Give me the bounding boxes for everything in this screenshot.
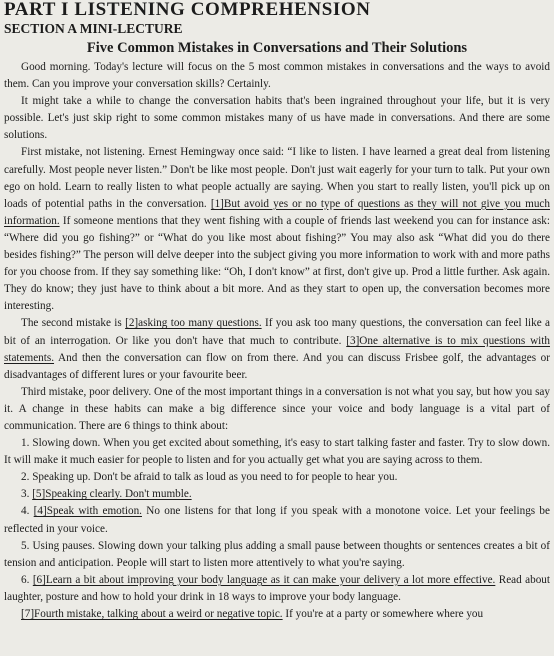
list-item bbox=[4, 435, 550, 469]
paragraph-text: Third mistake, poor delivery. One of the most important things in a conversation is not what you say, but how you say it. A change in these habits can make a big difference since your voice and body language is a vital part of communication. There are 6 things to think about: bbox=[4, 385, 550, 432]
underlined-answer-2: [2]asking too many questions. bbox=[125, 317, 262, 330]
paragraph-third-mistake bbox=[4, 384, 550, 435]
list-item-underlined: [6]Learn a bit about improving your body language as it can make your delivery a lot more effective. bbox=[32, 573, 496, 586]
list-item-underlined: [4]Speak with emotion. bbox=[33, 505, 142, 518]
list-item-text: 2. Speaking up. Don't be afraid to talk as loud as you need to for people to hear you. bbox=[21, 471, 398, 484]
section-title: SECTION A MINI-LECTURE bbox=[4, 21, 183, 36]
paragraph-second-mistake bbox=[4, 315, 550, 383]
paragraph-first-mistake bbox=[4, 144, 550, 315]
list-item-underlined: [7]Fourth mistake, talking about a weird or negative topic. bbox=[21, 608, 283, 620]
list-item-text: 3. bbox=[21, 488, 33, 501]
list-item bbox=[4, 572, 550, 606]
paragraph-intro bbox=[4, 59, 550, 93]
list-item-text: 5. Using pauses. Slowing down your talking plus adding a small pause between thoughts or sentences creates a bit of tension and anticipation. People will start to listen more attentively to what you're saying. bbox=[4, 539, 550, 569]
list-item-text: 6. bbox=[21, 573, 33, 586]
paragraph-text: Good morning. Today's lecture will focus on the 5 most common mistakes in conversations and the ways to avoid them. Can you improve your conversation skills? Certainly. bbox=[4, 61, 550, 91]
paragraph-habits bbox=[4, 93, 550, 144]
list-item bbox=[4, 486, 550, 503]
list-item-text: 1. Slowing down. When you get excited about something, it's easy to start talking faster and faster. Try to slow down. It will make it much easier for people to listen and for you actually get what you are saying across to them. bbox=[4, 437, 550, 467]
underlined-answer-3: [3]One alternative is to mix questions with statements. bbox=[4, 334, 550, 364]
lecture-title: Five Common Mistakes in Conversations and Their Solutions bbox=[86, 40, 468, 56]
list-item-text: If you're at a party or somewhere where you bbox=[282, 608, 484, 620]
paragraph-text: The second mistake is bbox=[21, 317, 126, 330]
list-item-underlined: [5]Speaking clearly. Don't mumble. bbox=[32, 488, 192, 501]
paragraph-text: If you ask too many questions, the conversation can feel like a bit of an interrogation. Or like you don't have that much to contribute. bbox=[4, 317, 551, 347]
list-item-text: Read about laughter, posture and how to hold your drink in 18 ways to improve your body language. bbox=[4, 573, 551, 603]
list-item bbox=[4, 469, 550, 486]
list-item bbox=[4, 503, 550, 537]
paragraph-text: It might take a while to change the conversation habits that's been ingrained throughout your life, but it is very possible. Let's just skip right to some common mistakes many of us have made in conversations. And there are some solutions. bbox=[4, 95, 550, 142]
paragraph-text: And then the conversation can flow on from there. And you can discuss Frisbee golf, the advantages or disadvantages of different lures or your favourite beer. bbox=[4, 351, 550, 381]
list-item-text: No one listens for that long if you speak with a monotone voice. Let your feelings be reflected in your voice. bbox=[4, 505, 550, 535]
paragraph-text: If someone mentions that they went fishing with a couple of friends last weekend you can for instance ask: “Where did you go fishing?” or “What do you like most about fishing?” You may also ask “What did you do there besides fishing?” The person will delve deeper into the subject giving you more information to work with and more paths for you choose from. If they say something like: “Oh, I don't know” at first, don't give up. Prod a little further. Ask again. They do know; they just have to think about a bit more. And as they start to open up, the conversation becomes more interesting. bbox=[4, 214, 550, 313]
paragraph-text: First mistake, not listening. Ernest Hemingway once said: “I like to listen. I have learned a great deal from listening carefully. Most people never listen.” Don't be like most people. Don't just wait eagerly for your turn to talk. Put your own ego on hold. Learn to really listen to what people actually are saying. When you start to really listen, you'll pick up on loads of potential paths in the conversation. bbox=[4, 146, 550, 210]
list-item bbox=[4, 538, 550, 572]
underlined-answer-1: [1]But avoid yes or no type of questions as they will not give you much information. bbox=[4, 197, 550, 227]
list-item bbox=[4, 606, 550, 623]
list-item-text: 4. bbox=[21, 505, 34, 518]
part-title: PART I LISTENING COMPREHENSION bbox=[4, 0, 371, 20]
